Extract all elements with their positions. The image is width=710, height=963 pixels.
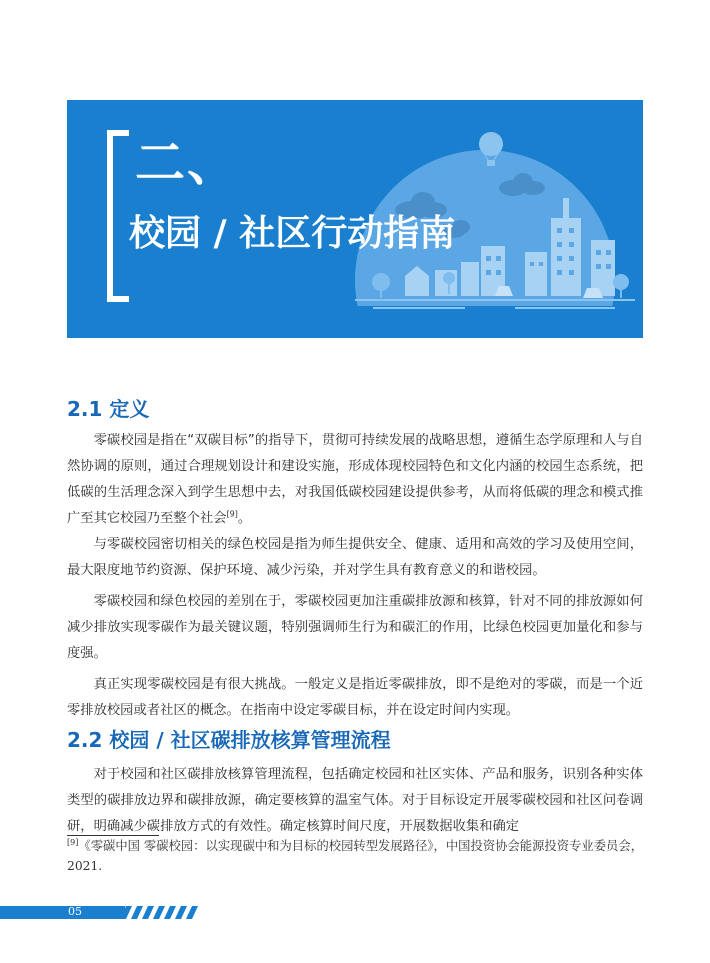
section-heading-2-2: 2.2 校园 / 社区碳排放核算管理流程 [67,728,391,752]
page-number: 05 [68,905,82,918]
chapter-number: 二、 [135,134,239,192]
chapter-title: 校园 / 社区行动指南 [129,213,456,254]
paragraph-3: 零碳校园和绿色校园的差别在于，零碳校园更加注重碳排放源和核算，针对不同的排放源如何减少排放实现零碳作为最关键议题，特别强调师生行为和碳汇的作用，比绿色校园更加量化和参与度强。 [67,594,643,661]
footnote-mark: [9] [67,837,79,847]
footnote-text: 《零碳中国 零碳校园：以实现碳中和为目标的校园转型发展路径》，中国投资协会能源投资专业委员会，2021. [67,839,643,873]
paragraph-1-text: 零碳校园是指在“双碳目标”的指导下，贯彻可持续发展的战略思想，遵循生态学原理和人与自然协调的原则，通过合理规划设计和建设实施，形成体现校园特色和文化内涵的校园生态系统，把低碳的生活理念深入到学生思想中去，对我国低碳校园建设提供参考，从而将低碳的理念和模式推广至其它校园乃至整个社会 [67,433,643,526]
citation-mark: [9] [226,509,238,519]
paragraph-5: 对于校园和社区碳排放核算管理流程，包括确定校园和社区实体、产品和服务，识别各种实体类型的碳排放边界和碳排放源，确定要核算的温室气体。对于目标设定开展零碳校园和社区问卷调研，明确减少碳排放方式的有效性。确定核算时间尺度，开展数据收集和确定 [67,767,643,834]
paragraph-4: 真正实现零碳校园是有很大挑战。一般定义是指近零碳排放，即不是绝对的零碳，而是一个近零排放校园或者社区的概念。在指南中设定零碳目标，并在设定时间内实现。 [67,677,643,718]
paragraph-1 [67,428,643,532]
footer-bar [0,906,125,919]
bracket-decoration [107,130,129,302]
footer-stripes-icon [116,906,206,919]
paragraph-1-end: 。 [237,511,252,526]
chapter-banner [67,100,643,338]
paragraph-2: 与零碳校园密切相关的绿色校园是指为师生提供安全、健康、适用和高效的学习及使用空间，最大限度地节约资源、保护环境、减少污染，并对学生具有教育意义的和谐校园。 [67,537,643,578]
footnote [67,836,643,876]
section-heading-2-1: 2.1 定义 [67,397,150,421]
